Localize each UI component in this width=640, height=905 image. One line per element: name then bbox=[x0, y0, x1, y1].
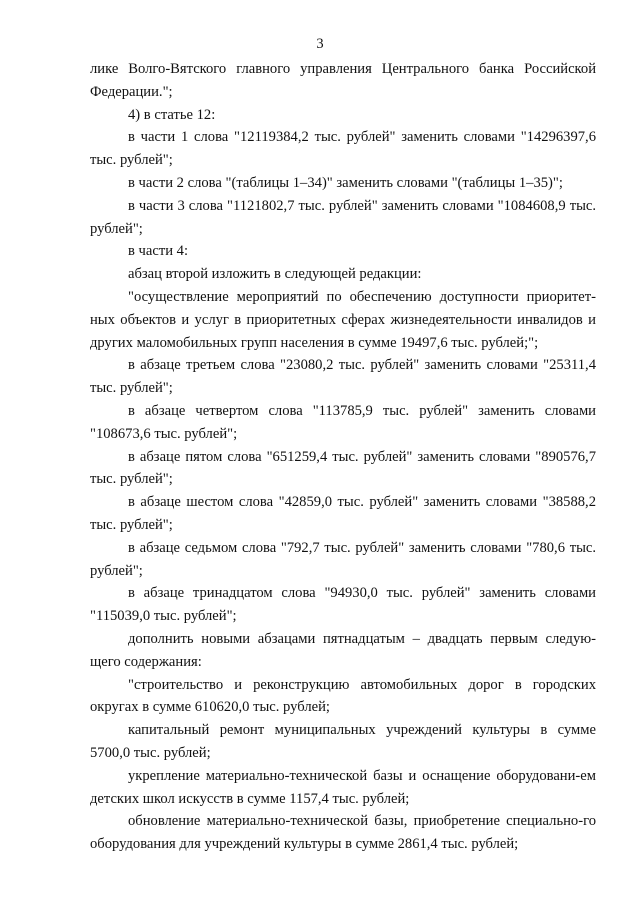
paragraph-culture-equipment: обновление материально-технической базы, приобретение специально-го оборудования для учреждений культуры в сумме 2861,4 тыс. рублей; bbox=[90, 813, 596, 853]
paragraph-article-12: 4) в статье 12: bbox=[128, 106, 216, 123]
page-number: 3 bbox=[316, 36, 324, 52]
paragraph-accessibility: "осуществление мероприятий по обеспечению доступности приоритет-ных объектов и услуг в приоритетных сферах жизнедеятельности инвалидов и других маломобильных групп населения в сумме 19497,6 тыс. рублей;"; bbox=[90, 288, 596, 351]
paragraph-art-schools: укрепление материально-технической базы и оснащение оборудовани-ем детских школ искусств в сумме 1157,4 тыс. рублей; bbox=[90, 767, 596, 807]
paragraph-continuation: лике Волго-Вятского главного управления Центрального банка Российской Федерации."; bbox=[90, 61, 596, 100]
paragraph-part-3: в части 3 слова "1121802,7 тыс. рублей" заменить словами "1084608,9 тыс. рублей"; bbox=[90, 197, 596, 237]
paragraph-new-abzacs: дополнить новыми абзацами пятнадцатым – двадцать первым следую-щего содержания: bbox=[90, 630, 596, 670]
paragraph-abzac-13: в абзаце тринадцатом слова "94930,0 тыс. рублей" заменить словами "115039,0 тыс. рублей"; bbox=[90, 585, 596, 625]
paragraph-abzac-5: в абзаце пятом слова "651259,4 тыс. рублей" заменить словами "890576,7 тыс. рублей"; bbox=[90, 448, 596, 488]
paragraph-second-abzac: абзац второй изложить в следующей редакции: bbox=[128, 266, 422, 283]
paragraph-part-2: в части 2 слова "(таблицы 1–34)" заменить словами "(таблицы 1–35)"; bbox=[128, 174, 563, 191]
paragraph-part-4: в части 4: bbox=[128, 243, 189, 260]
document-body bbox=[90, 58, 596, 856]
paragraph-part-1: в части 1 слова "12119384,2 тыс. рублей" заменить словами "14296397,6 тыс. рублей"; bbox=[90, 129, 596, 169]
paragraph-abzac-6: в абзаце шестом слова "42859,0 тыс. рублей" заменить словами "38588,2 тыс. рублей"; bbox=[90, 494, 596, 533]
paragraph-roads: "строительство и реконструкцию автомобильных дорог в городских округах в сумме 610620,0 тыс. рублей; bbox=[90, 676, 596, 716]
paragraph-abzac-7: в абзаце седьмом слова "792,7 тыс. рублей" заменить словами "780,6 тыс. рублей"; bbox=[90, 539, 596, 579]
paragraph-culture-repair: капитальный ремонт муниципальных учреждений культуры в сумме 5700,0 тыс. рублей; bbox=[90, 722, 596, 761]
paragraph-abzac-4: в абзаце четвертом слова "113785,9 тыс. рублей" заменить словами "108673,6 тыс. рублей"; bbox=[90, 402, 596, 442]
paragraph-abzac-3: в абзаце третьем слова "23080,2 тыс. рублей" заменить словами "25311,4 тыс. рублей"; bbox=[90, 357, 596, 397]
